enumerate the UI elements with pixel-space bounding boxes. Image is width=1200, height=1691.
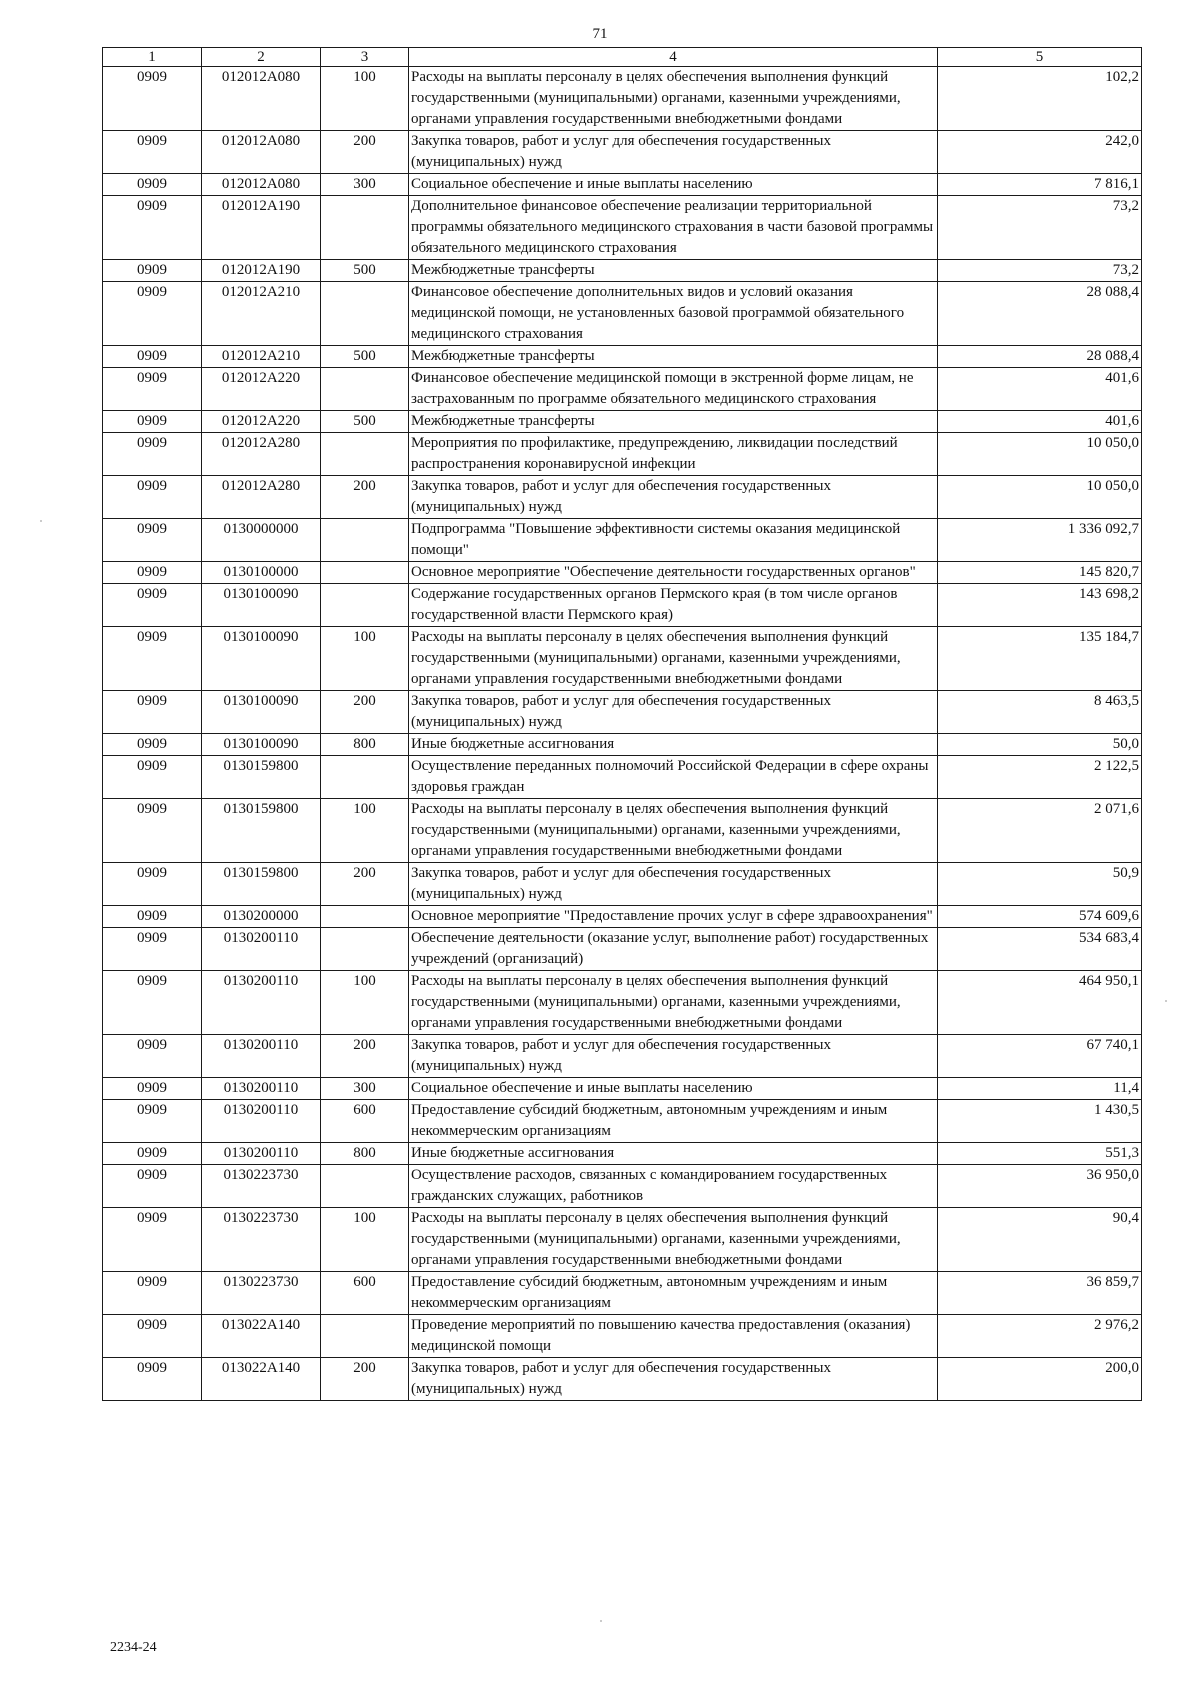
target-article-code-cell: 013022A140	[202, 1315, 321, 1358]
section-code-cell: 0909	[103, 476, 202, 519]
description-cell: Иные бюджетные ассигнования	[409, 734, 938, 756]
expense-type-code-cell: 500	[321, 411, 409, 433]
amount-cell: 143 698,2	[938, 584, 1142, 627]
column-header: 4	[409, 48, 938, 67]
section-code-cell: 0909	[103, 174, 202, 196]
section-code-cell: 0909	[103, 411, 202, 433]
target-article-code-cell: 012012A280	[202, 476, 321, 519]
description-cell: Расходы на выплаты персоналу в целях обеспечения выполнения функций государственными (муниципальными) органами, казенными учреждениями, органами управления государственными внебюджетными фондами	[409, 971, 938, 1035]
table-row	[103, 928, 1142, 971]
target-article-code-cell: 0130100090	[202, 584, 321, 627]
expense-type-code-cell	[321, 1315, 409, 1358]
description-cell: Проведение мероприятий по повышению качества предоставления (оказания) медицинской помощи	[409, 1315, 938, 1358]
table-row	[103, 1165, 1142, 1208]
section-code-cell: 0909	[103, 734, 202, 756]
section-code-cell: 0909	[103, 756, 202, 799]
target-article-code-cell: 012012A280	[202, 433, 321, 476]
table-header-row	[103, 48, 1142, 67]
description-cell: Осуществление расходов, связанных с командированием государственных гражданских служащих, работников	[409, 1165, 938, 1208]
target-article-code-cell: 012012A080	[202, 67, 321, 131]
section-code-cell: 0909	[103, 131, 202, 174]
section-code-cell: 0909	[103, 971, 202, 1035]
description-cell: Закупка товаров, работ и услуг для обеспечения государственных (муниципальных) нужд	[409, 1358, 938, 1401]
expense-type-code-cell	[321, 282, 409, 346]
table-row	[103, 627, 1142, 691]
description-cell: Расходы на выплаты персоналу в целях обеспечения выполнения функций государственными (муниципальными) органами, казенными учреждениями, органами управления государственными внебюджетными фондами	[409, 627, 938, 691]
table-row	[103, 1208, 1142, 1272]
table-row	[103, 519, 1142, 562]
table-row	[103, 734, 1142, 756]
table-row	[103, 1358, 1142, 1401]
target-article-code-cell: 0130200110	[202, 971, 321, 1035]
expense-type-code-cell	[321, 368, 409, 411]
target-article-code-cell: 012012A210	[202, 346, 321, 368]
description-cell: Межбюджетные трансферты	[409, 411, 938, 433]
amount-cell: 102,2	[938, 67, 1142, 131]
expense-type-code-cell: 100	[321, 1208, 409, 1272]
description-cell: Иные бюджетные ассигнования	[409, 1143, 938, 1165]
table-row	[103, 196, 1142, 260]
amount-cell: 36 859,7	[938, 1272, 1142, 1315]
description-cell: Закупка товаров, работ и услуг для обеспечения государственных (муниципальных) нужд	[409, 1035, 938, 1078]
description-cell: Закупка товаров, работ и услуг для обеспечения государственных (муниципальных) нужд	[409, 476, 938, 519]
table-row	[103, 691, 1142, 734]
section-code-cell: 0909	[103, 1078, 202, 1100]
description-cell: Межбюджетные трансферты	[409, 260, 938, 282]
description-cell: Закупка товаров, работ и услуг для обеспечения государственных (муниципальных) нужд	[409, 131, 938, 174]
amount-cell: 145 820,7	[938, 562, 1142, 584]
table-row	[103, 433, 1142, 476]
description-cell: Подпрограмма "Повышение эффективности системы оказания медицинской помощи"	[409, 519, 938, 562]
expense-type-code-cell	[321, 928, 409, 971]
target-article-code-cell: 012012A080	[202, 174, 321, 196]
section-code-cell: 0909	[103, 67, 202, 131]
amount-cell: 7 816,1	[938, 174, 1142, 196]
section-code-cell: 0909	[103, 1315, 202, 1358]
amount-cell: 401,6	[938, 411, 1142, 433]
amount-cell: 50,0	[938, 734, 1142, 756]
target-article-code-cell: 012012A220	[202, 411, 321, 433]
table-row	[103, 368, 1142, 411]
section-code-cell: 0909	[103, 433, 202, 476]
section-code-cell: 0909	[103, 1358, 202, 1401]
description-cell: Обеспечение деятельности (оказание услуг, выполнение работ) государственных учреждений (организаций)	[409, 928, 938, 971]
expense-type-code-cell	[321, 584, 409, 627]
description-cell: Основное мероприятие "Обеспечение деятельности государственных органов"	[409, 562, 938, 584]
expense-type-code-cell: 800	[321, 1143, 409, 1165]
target-article-code-cell: 0130200000	[202, 906, 321, 928]
expense-type-code-cell: 200	[321, 1035, 409, 1078]
expense-type-code-cell: 600	[321, 1100, 409, 1143]
amount-cell: 401,6	[938, 368, 1142, 411]
amount-cell: 135 184,7	[938, 627, 1142, 691]
target-article-code-cell: 0130200110	[202, 1035, 321, 1078]
expense-type-code-cell: 600	[321, 1272, 409, 1315]
table-row	[103, 67, 1142, 131]
expense-type-code-cell: 300	[321, 1078, 409, 1100]
amount-cell: 11,4	[938, 1078, 1142, 1100]
table-row	[103, 1100, 1142, 1143]
table-row	[103, 1078, 1142, 1100]
section-code-cell: 0909	[103, 346, 202, 368]
table-row	[103, 1315, 1142, 1358]
expense-type-code-cell: 500	[321, 346, 409, 368]
expense-type-code-cell: 100	[321, 971, 409, 1035]
amount-cell: 1 430,5	[938, 1100, 1142, 1143]
target-article-code-cell: 0130100090	[202, 627, 321, 691]
description-cell: Закупка товаров, работ и услуг для обеспечения государственных (муниципальных) нужд	[409, 691, 938, 734]
table-row	[103, 260, 1142, 282]
target-article-code-cell: 0130200110	[202, 928, 321, 971]
section-code-cell: 0909	[103, 1165, 202, 1208]
description-cell: Основное мероприятие "Предоставление прочих услуг в сфере здравоохранения"	[409, 906, 938, 928]
expense-type-code-cell	[321, 562, 409, 584]
amount-cell: 10 050,0	[938, 433, 1142, 476]
table-row	[103, 906, 1142, 928]
target-article-code-cell: 012012A190	[202, 196, 321, 260]
target-article-code-cell: 0130200110	[202, 1143, 321, 1165]
description-cell: Расходы на выплаты персоналу в целях обеспечения выполнения функций государственными (муниципальными) органами, казенными учреждениями, органами управления государственными внебюджетными фондами	[409, 799, 938, 863]
section-code-cell: 0909	[103, 260, 202, 282]
column-header: 5	[938, 48, 1142, 67]
section-code-cell: 0909	[103, 368, 202, 411]
section-code-cell: 0909	[103, 1100, 202, 1143]
amount-cell: 2 122,5	[938, 756, 1142, 799]
table-row	[103, 1035, 1142, 1078]
target-article-code-cell: 0130200110	[202, 1078, 321, 1100]
expense-type-code-cell: 200	[321, 476, 409, 519]
description-cell: Межбюджетные трансферты	[409, 346, 938, 368]
target-article-code-cell: 0130223730	[202, 1208, 321, 1272]
amount-cell: 1 336 092,7	[938, 519, 1142, 562]
target-article-code-cell: 0130223730	[202, 1272, 321, 1315]
expense-type-code-cell: 200	[321, 131, 409, 174]
section-code-cell: 0909	[103, 928, 202, 971]
description-cell: Финансовое обеспечение медицинской помощи в экстренной форме лицам, не застрахованным по программе обязательного медицинского страхования	[409, 368, 938, 411]
target-article-code-cell: 013022A140	[202, 1358, 321, 1401]
description-cell: Осуществление переданных полномочий Российской Федерации в сфере охраны здоровья граждан	[409, 756, 938, 799]
description-cell: Предоставление субсидий бюджетным, автономным учреждениям и иным некоммерческим организациям	[409, 1272, 938, 1315]
section-code-cell: 0909	[103, 196, 202, 260]
description-cell: Расходы на выплаты персоналу в целях обеспечения выполнения функций государственными (муниципальными) органами, казенными учреждениями, органами управления государственными внебюджетными фондами	[409, 67, 938, 131]
target-article-code-cell: 012012A210	[202, 282, 321, 346]
description-cell: Социальное обеспечение и иные выплаты населению	[409, 1078, 938, 1100]
expense-type-code-cell: 100	[321, 627, 409, 691]
target-article-code-cell: 0130223730	[202, 1165, 321, 1208]
section-code-cell: 0909	[103, 584, 202, 627]
table-row	[103, 476, 1142, 519]
target-article-code-cell: 0130000000	[202, 519, 321, 562]
section-code-cell: 0909	[103, 1208, 202, 1272]
table-row	[103, 411, 1142, 433]
expense-type-code-cell	[321, 433, 409, 476]
description-cell: Социальное обеспечение и иные выплаты населению	[409, 174, 938, 196]
amount-cell: 73,2	[938, 196, 1142, 260]
amount-cell: 551,3	[938, 1143, 1142, 1165]
column-header: 1	[103, 48, 202, 67]
table-row	[103, 584, 1142, 627]
table-row	[103, 1272, 1142, 1315]
section-code-cell: 0909	[103, 1272, 202, 1315]
amount-cell: 36 950,0	[938, 1165, 1142, 1208]
table-body	[103, 67, 1142, 1401]
target-article-code-cell: 0130159800	[202, 799, 321, 863]
table-row	[103, 282, 1142, 346]
description-cell: Финансовое обеспечение дополнительных видов и условий оказания медицинской помощи, не установленных базовой программой обязательного медицинского страхования	[409, 282, 938, 346]
expense-type-code-cell: 200	[321, 863, 409, 906]
amount-cell: 574 609,6	[938, 906, 1142, 928]
expense-type-code-cell	[321, 756, 409, 799]
budget-table	[102, 47, 1142, 1401]
table-row	[103, 863, 1142, 906]
target-article-code-cell: 012012A220	[202, 368, 321, 411]
target-article-code-cell: 0130100090	[202, 734, 321, 756]
amount-cell: 90,4	[938, 1208, 1142, 1272]
amount-cell: 464 950,1	[938, 971, 1142, 1035]
section-code-cell: 0909	[103, 1143, 202, 1165]
expense-type-code-cell: 200	[321, 1358, 409, 1401]
amount-cell: 50,9	[938, 863, 1142, 906]
expense-type-code-cell	[321, 906, 409, 928]
expense-type-code-cell: 300	[321, 174, 409, 196]
table-row	[103, 799, 1142, 863]
amount-cell: 200,0	[938, 1358, 1142, 1401]
amount-cell: 242,0	[938, 131, 1142, 174]
page-number: 71	[592, 26, 608, 42]
description-cell: Содержание государственных органов Пермского края (в том числе органов государственной власти Пермского края)	[409, 584, 938, 627]
amount-cell: 28 088,4	[938, 282, 1142, 346]
table-row	[103, 131, 1142, 174]
description-cell: Предоставление субсидий бюджетным, автономным учреждениям и иным некоммерческим организациям	[409, 1100, 938, 1143]
expense-type-code-cell	[321, 519, 409, 562]
expense-type-code-cell: 100	[321, 67, 409, 131]
section-code-cell: 0909	[103, 906, 202, 928]
section-code-cell: 0909	[103, 1035, 202, 1078]
expense-type-code-cell: 500	[321, 260, 409, 282]
amount-cell: 73,2	[938, 260, 1142, 282]
section-code-cell: 0909	[103, 562, 202, 584]
table-row	[103, 174, 1142, 196]
target-article-code-cell: 0130159800	[202, 756, 321, 799]
amount-cell: 534 683,4	[938, 928, 1142, 971]
amount-cell: 2 071,6	[938, 799, 1142, 863]
expense-type-code-cell: 200	[321, 691, 409, 734]
amount-cell: 8 463,5	[938, 691, 1142, 734]
target-article-code-cell: 012012A080	[202, 131, 321, 174]
amount-cell: 28 088,4	[938, 346, 1142, 368]
expense-type-code-cell: 800	[321, 734, 409, 756]
expense-type-code-cell	[321, 1165, 409, 1208]
document-code: 2234-24	[110, 1640, 157, 1655]
target-article-code-cell: 0130159800	[202, 863, 321, 906]
description-cell: Закупка товаров, работ и услуг для обеспечения государственных (муниципальных) нужд	[409, 863, 938, 906]
section-code-cell: 0909	[103, 519, 202, 562]
column-header: 2	[202, 48, 321, 67]
section-code-cell: 0909	[103, 691, 202, 734]
table-row	[103, 1143, 1142, 1165]
section-code-cell: 0909	[103, 282, 202, 346]
section-code-cell: 0909	[103, 863, 202, 906]
target-article-code-cell: 012012A190	[202, 260, 321, 282]
table-row	[103, 346, 1142, 368]
amount-cell: 67 740,1	[938, 1035, 1142, 1078]
column-header: 3	[321, 48, 409, 67]
target-article-code-cell: 0130200110	[202, 1100, 321, 1143]
table-row	[103, 756, 1142, 799]
description-cell: Расходы на выплаты персоналу в целях обеспечения выполнения функций государственными (муниципальными) органами, казенными учреждениями, органами управления государственными внебюджетными фондами	[409, 1208, 938, 1272]
table-row	[103, 971, 1142, 1035]
amount-cell: 2 976,2	[938, 1315, 1142, 1358]
description-cell: Мероприятия по профилактике, предупреждению, ликвидации последствий распространения коронавирусной инфекции	[409, 433, 938, 476]
section-code-cell: 0909	[103, 627, 202, 691]
target-article-code-cell: 0130100090	[202, 691, 321, 734]
target-article-code-cell: 0130100000	[202, 562, 321, 584]
description-cell: Дополнительное финансовое обеспечение реализации территориальной программы обязательного медицинского страхования в части базовой программы обязательного медицинского страхования	[409, 196, 938, 260]
expense-type-code-cell: 100	[321, 799, 409, 863]
expense-type-code-cell	[321, 196, 409, 260]
amount-cell: 10 050,0	[938, 476, 1142, 519]
table-row	[103, 562, 1142, 584]
section-code-cell: 0909	[103, 799, 202, 863]
